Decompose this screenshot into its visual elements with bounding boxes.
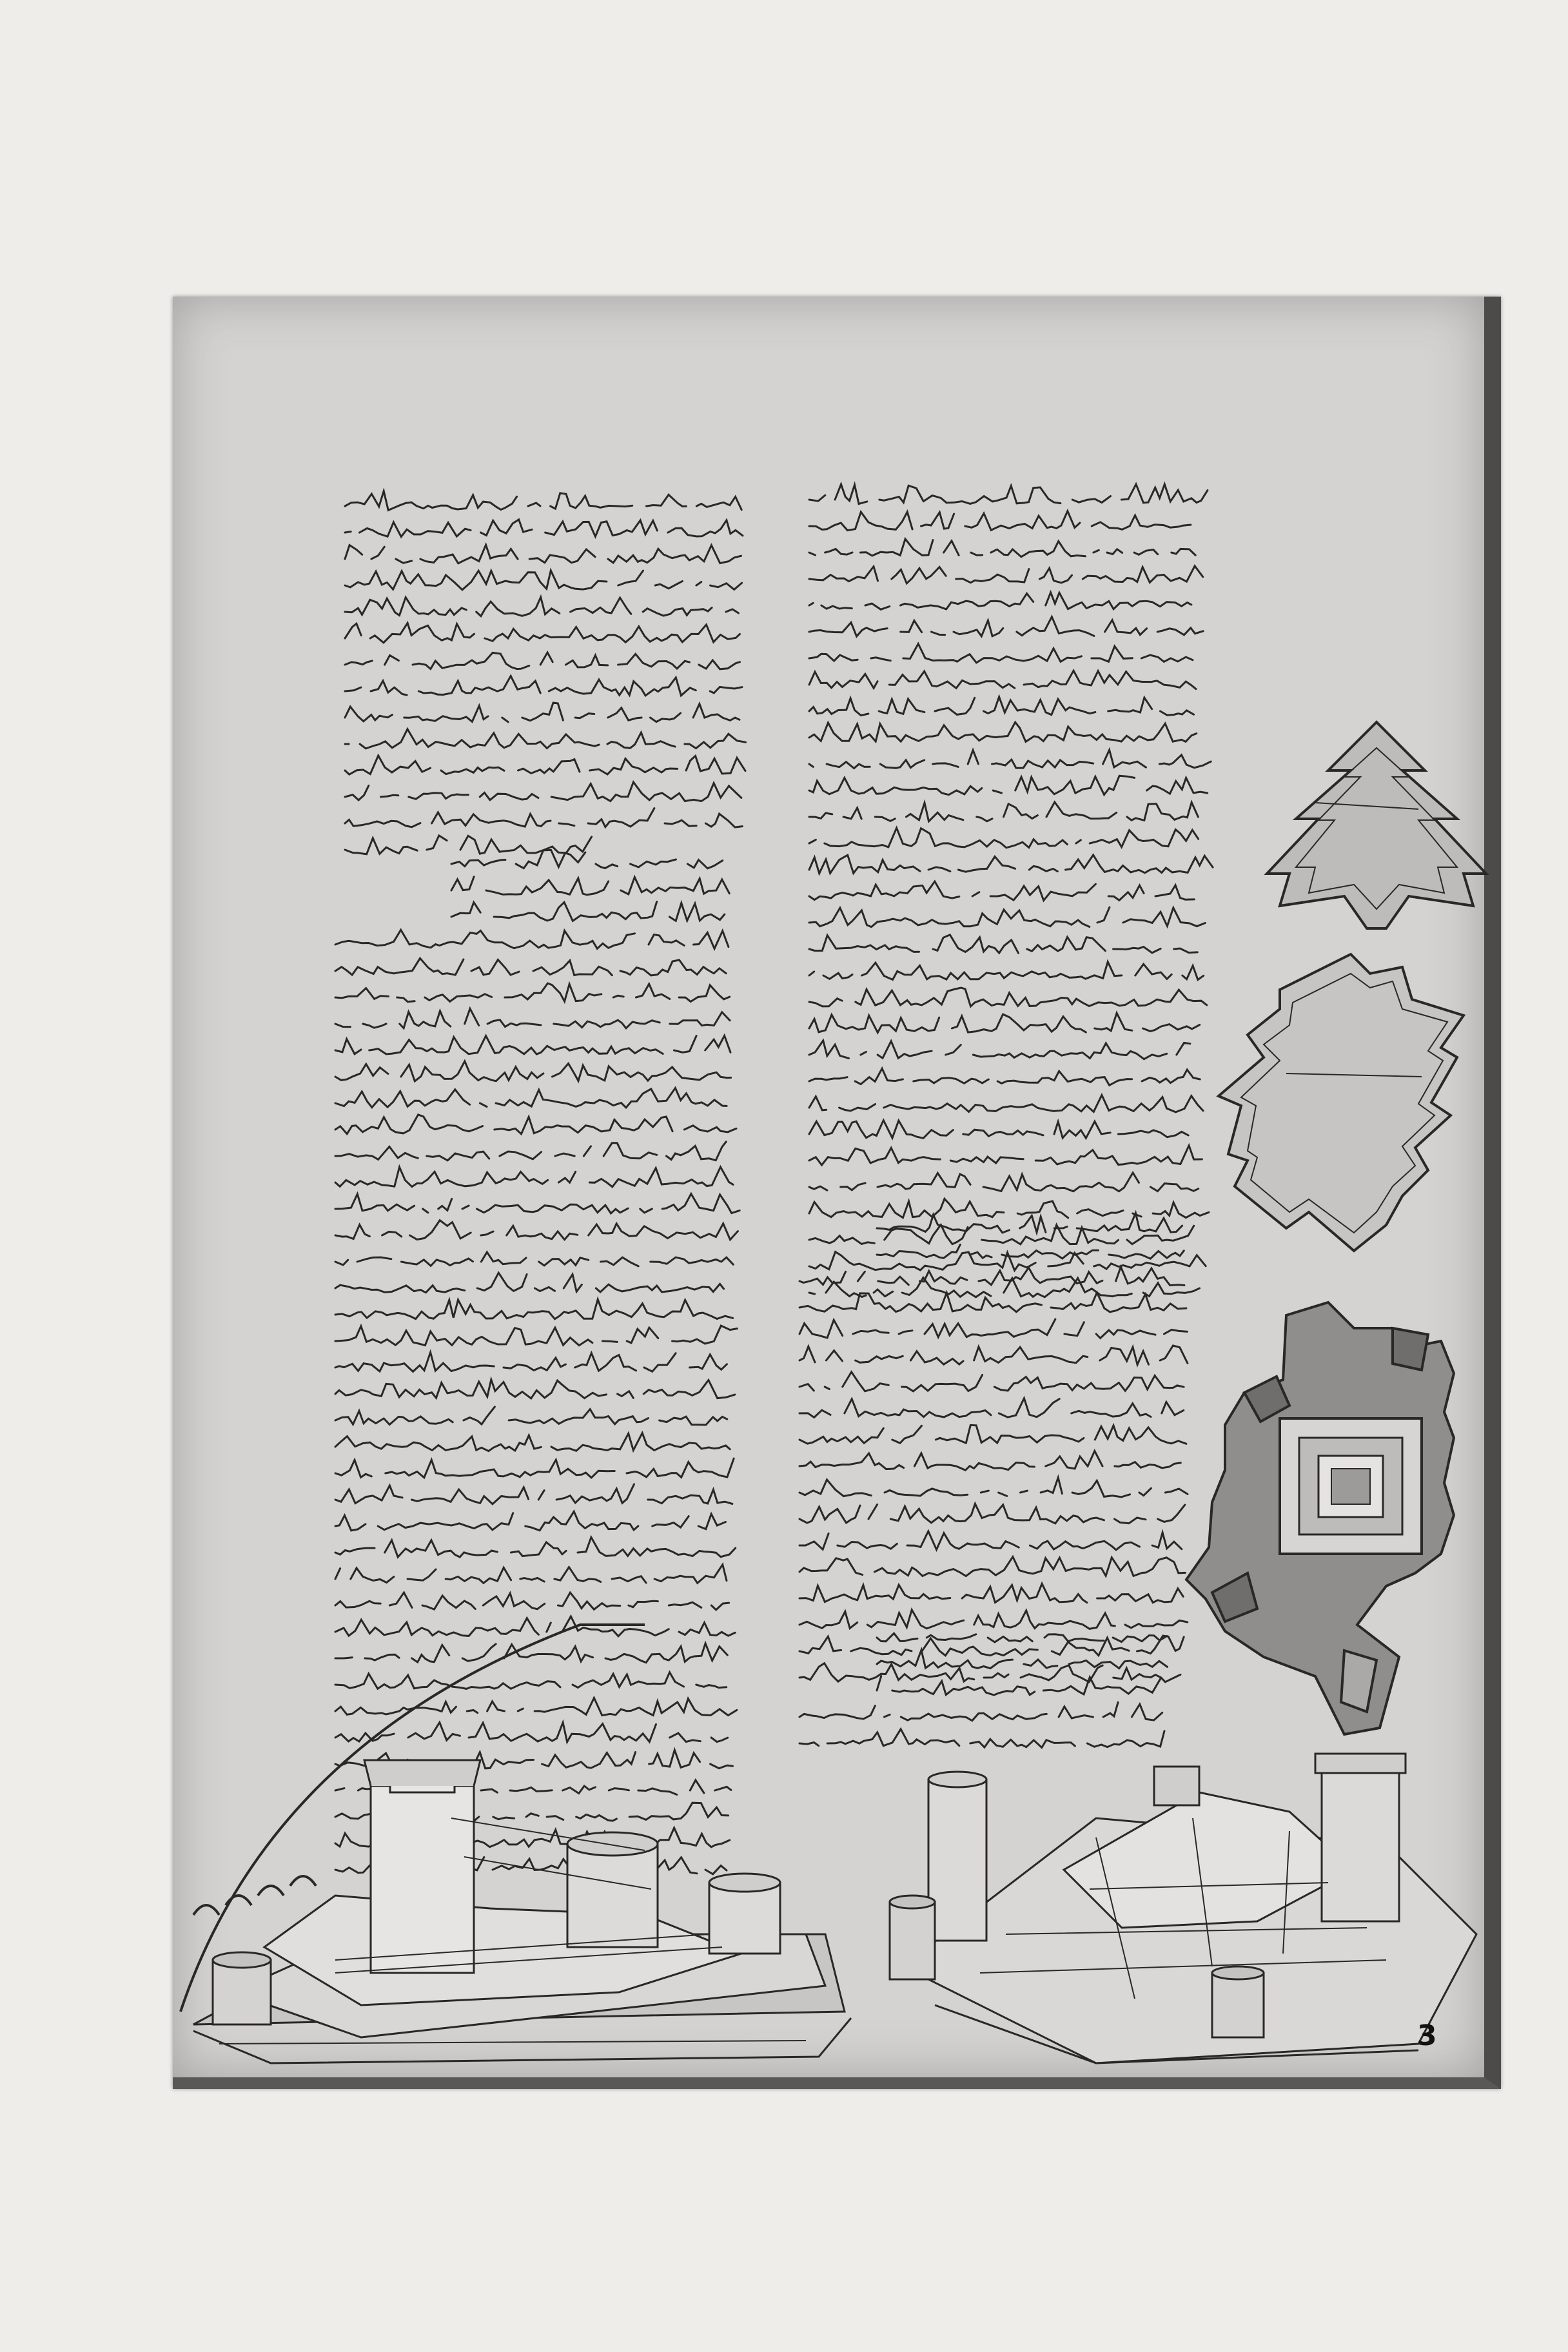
handwritten-line [799,1478,1188,1497]
handwritten-line [335,1592,729,1610]
handwritten-line [335,1698,737,1715]
handwritten-line [799,1531,1182,1550]
handwritten-line [345,571,742,590]
handwritten-line [809,722,1197,741]
handwritten-line [809,907,1205,927]
handwritten-line [799,1267,1184,1286]
handwritten-line [335,1380,735,1398]
handwritten-line [335,1433,730,1451]
handwritten-line [451,877,729,895]
handwritten-line [345,808,742,828]
handwritten-line [877,1213,1182,1233]
handwritten-line [335,1061,731,1081]
handwritten-line [799,1663,1181,1682]
handwritten-line [809,1095,1203,1112]
handwritten-line [335,1088,727,1108]
handwritten-line [809,1173,1199,1191]
handwritten-line [809,1199,1209,1218]
handwritten-line [335,1167,733,1187]
handwritten-line [335,958,726,975]
handwritten-line [809,1225,1194,1244]
handwritten-line [799,1557,1185,1576]
handwritten-line [451,902,725,921]
handwritten-line [335,1326,738,1346]
handwritten-line [335,1353,727,1372]
handwritten-line [877,1650,1168,1669]
handwritten-line [809,855,1213,874]
handwritten-line [335,1565,727,1583]
handwritten-line [809,617,1203,636]
handwritten-line [335,1194,740,1213]
fortress-plan-polygon-icon [1219,954,1464,1251]
handwritten-line [877,1244,1184,1259]
handwritten-line [809,1041,1190,1059]
handwritten-line [809,1121,1188,1139]
handwritten-line [345,652,740,669]
handwritten-line [335,1252,733,1266]
fortress-plan-bastioned-icon [1186,1302,1454,1734]
handwritten-line [799,1610,1188,1629]
handwritten-line [799,1583,1183,1602]
handwritten-line [809,802,1198,821]
handwritten-line [345,491,741,511]
handwritten-line [799,1398,1184,1418]
handwritten-line [809,484,1208,504]
handwritten-line [799,1504,1185,1524]
handwritten-line [335,1643,727,1663]
handwritten-line [335,1035,730,1054]
handwritten-line [335,1273,724,1293]
handwritten-line [809,697,1194,716]
handwritten-line [809,1068,1200,1085]
handwritten-line [809,988,1207,1006]
handwritten-line [809,539,1195,557]
handwritten-line [335,1672,727,1689]
handwritten-line [799,1451,1181,1471]
handwritten-line [809,566,1203,583]
page-number: 3 [1417,2019,1437,2052]
handwritten-line [809,511,1191,531]
handwritten-line [809,881,1194,901]
handwritten-line [345,520,743,537]
handwritten-column-left [335,491,746,1874]
handwritten-line [335,930,729,948]
handwritten-line [345,597,738,616]
handwritten-line [809,935,1197,953]
handwritten-line [335,1220,738,1240]
handwritten-line [451,850,723,868]
handwritten-line [335,1458,734,1478]
handwritten-line [809,776,1208,795]
fortress-plan-star-icon [1267,722,1486,928]
handwritten-line [335,1616,735,1636]
handwritten-line [799,1425,1186,1444]
handwritten-line [345,703,740,722]
handwritten-line [799,1346,1188,1365]
handwritten-line [809,750,1211,769]
handwritten-line [335,1407,727,1425]
handwritten-line [345,756,745,774]
handwritten-line [809,593,1191,609]
handwritten-column-right [799,484,1213,1748]
handwritten-line [877,1633,1167,1642]
handwritten-line [335,1008,730,1028]
handwritten-line [809,1013,1200,1032]
handwritten-line [335,1484,732,1504]
handwritten-line [809,1146,1202,1165]
handwritten-line [335,1511,726,1531]
handwritten-line [809,644,1193,663]
handwritten-line [345,836,592,854]
handwritten-line [799,1372,1184,1391]
castle-perspective-right-icon [890,1754,1476,2063]
handwritten-line [335,1723,728,1742]
handwritten-line [799,1319,1187,1338]
handwritten-line [345,729,746,749]
handwritten-line [345,545,741,564]
handwritten-line [335,1299,733,1319]
handwritten-line [799,1729,1164,1748]
handwritten-line [345,782,741,801]
handwritten-line [809,828,1199,848]
handwritten-line [809,1252,1206,1271]
handwritten-line [335,1142,726,1161]
handwritten-line [809,671,1196,689]
handwritten-line [809,962,1204,980]
handwritten-line [345,623,740,643]
handwritten-line [345,676,742,696]
handwritten-line [335,983,730,1002]
handwritten-line [799,1702,1162,1721]
handwritten-line [335,1537,736,1557]
handwritten-line [335,1115,736,1134]
